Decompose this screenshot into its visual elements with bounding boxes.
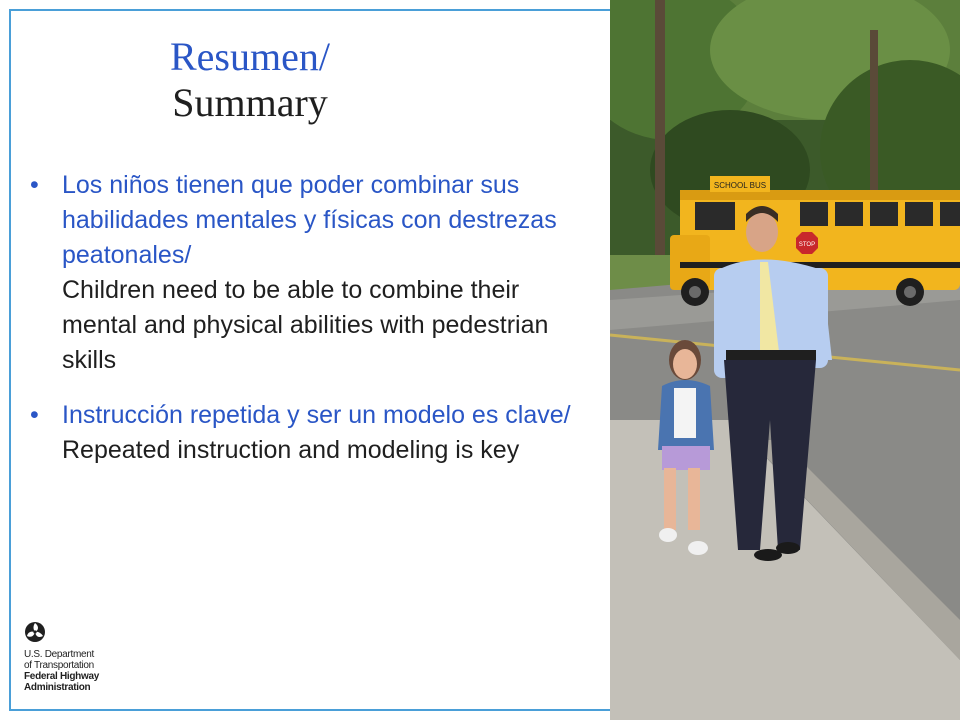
title-english: Summary [172,80,328,125]
logo-line-3: Federal Highway [24,671,99,682]
bullet-spanish-text: Instrucción repetida y ser un modelo es clave/ [62,401,571,429]
stop-sign-text: STOP [798,242,816,248]
usdot-fhwa-logo [24,620,104,693]
bullet-english-text: Children need to be able to combine their mental and physical abilities with pedestrian skills [62,276,549,374]
list-item [30,398,600,468]
bullet-list [30,168,600,488]
bullet-icon: • [30,171,39,199]
logo-line-4: Administration [24,682,91,693]
logo-line-1: U.S. Department [24,649,94,660]
list-item [30,168,600,378]
bus-sign-text: SCHOOL BUS [713,181,767,190]
bullet-spanish-text: Los niños tienen que poder combinar sus habilidades mentales y físicas con destrezas peatonales/ [62,171,557,269]
dot-triskelion-icon [24,620,46,644]
bullet-icon: • [30,401,39,429]
slide-title [90,34,410,126]
title-spanish: Resumen/ [170,34,330,79]
bullet-english-text: Repeated instruction and modeling is key [62,436,520,464]
logo-line-2: of Transportation [24,660,94,671]
photo-father-child-walking [610,0,960,720]
